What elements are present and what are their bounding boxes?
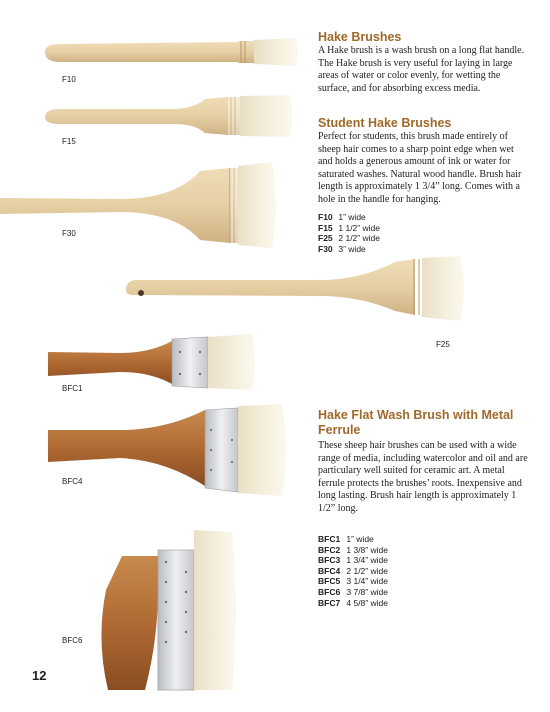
brush-label-bfc1: BFC1 — [62, 384, 83, 393]
section-title-hake: Hake Brushes — [318, 30, 402, 44]
brush-label-f10: F10 — [62, 75, 76, 84]
section-body-ferrule: These sheep hair brushes can be used with a wide range of media, including watercolor and oil and are particulary well suited for ceramic art. A metal ferrule protects the brushes’ roots. Inexpensive and long lasting. Brush hair length is approximately 1 1/2” long. — [318, 440, 528, 514]
brush-label-f15: F15 — [62, 137, 76, 146]
section-body-student: Perfect for students, this brush made entirely of sheep hair comes to a sharp point edge when wet and holds a generous amount of ink or water for saturated washes. Natural wood handle. Brush hair length is approximately 1 3/4” long. Comes with a hole in the handle for hanging. — [318, 131, 522, 205]
section-hake — [318, 30, 530, 95]
size-value: 3” wide — [338, 243, 366, 254]
brush-bfc1 — [48, 334, 255, 390]
size-value: 2 1/2” wide — [338, 233, 380, 244]
size-code: BFC3 — [318, 555, 341, 566]
size-row — [318, 566, 388, 577]
section-title-line1: Hake Flat Wash Brush with Metal — [318, 408, 514, 422]
size-row — [318, 555, 388, 566]
size-value: 1 3/8” wide — [346, 544, 388, 555]
brush-f25 — [126, 256, 464, 321]
size-code: F25 — [318, 233, 333, 244]
size-code: BFC6 — [318, 586, 341, 597]
brush-f15 — [45, 95, 292, 137]
size-row — [318, 576, 388, 587]
brush-f10 — [45, 38, 298, 66]
brush-label-f30: F30 — [62, 229, 76, 238]
size-row — [318, 212, 380, 223]
brush-bfc4 — [48, 404, 286, 496]
brush-label-bfc4: BFC4 — [62, 477, 83, 486]
size-value: 2 1/2” wide — [346, 565, 388, 576]
brush-label-f25: F25 — [436, 340, 450, 349]
size-code: BFC1 — [318, 534, 341, 544]
section-title-line2: Ferrule — [318, 423, 361, 437]
section-title-student: Student Hake Brushes — [318, 116, 452, 130]
size-row — [318, 545, 388, 556]
section-ferrule — [318, 408, 530, 516]
size-value: 4 5/8” wide — [346, 597, 388, 608]
hanging-hole — [138, 290, 144, 296]
size-code: BFC2 — [318, 544, 341, 555]
section-student — [318, 116, 530, 207]
size-value: 3 1/4” wide — [346, 576, 388, 587]
section-body-hake: A Hake brush is a wash brush on a long flat handle. The Hake brush is very useful for laying in large areas of water or color evenly, for wetting the surface, and for absorbing excess media. — [318, 45, 525, 94]
size-value: 3 7/8” wide — [346, 586, 388, 597]
section-title-ferrule — [318, 408, 530, 438]
size-code: BFC5 — [318, 576, 341, 587]
size-value: 1 3/4” wide — [346, 555, 388, 566]
size-list-ferrule — [318, 534, 388, 608]
size-code: F15 — [318, 222, 333, 233]
page-number: 12 — [32, 668, 47, 683]
size-code: BFC4 — [318, 565, 341, 576]
size-row — [318, 223, 380, 234]
size-value: 1” wide — [338, 212, 366, 222]
size-list-student — [318, 212, 380, 254]
size-code: F30 — [318, 243, 333, 254]
brush-label-bfc6: BFC6 — [62, 636, 83, 645]
size-code: F10 — [318, 212, 333, 222]
size-row — [318, 534, 388, 545]
size-value: 1 1/2” wide — [338, 222, 380, 233]
size-value: 1” wide — [346, 534, 374, 544]
size-row — [318, 587, 388, 598]
size-row — [318, 598, 388, 609]
size-row — [318, 233, 380, 244]
size-code: BFC7 — [318, 597, 341, 608]
size-row — [318, 244, 380, 255]
brush-bfc6 — [101, 530, 236, 690]
brush-f30 — [0, 162, 276, 248]
